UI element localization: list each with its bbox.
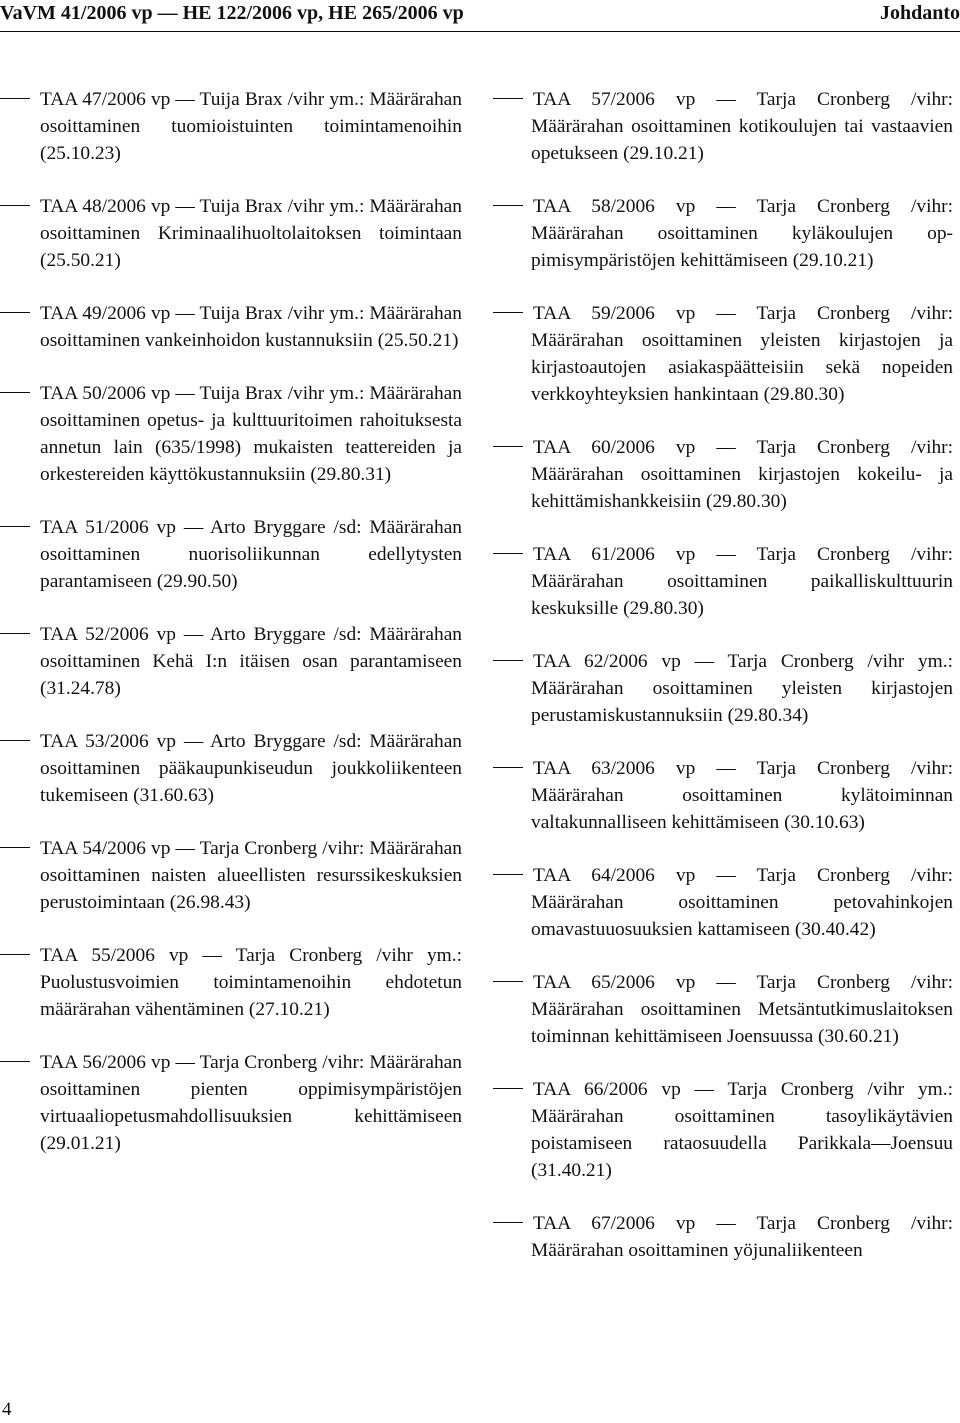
entry-text: TAA 59/2006 vp — Tarja Cronberg /vihr: Määrärahan osoittaminen yleisten kirjastojen ja kirjastoautojen asiakaspäätteisiin sekä nopeiden verkkoyhteyksien hankintaan (29.80.30)	[531, 303, 953, 405]
right-column	[493, 86, 953, 1290]
section-title: Johdanto	[879, 2, 960, 24]
list-item	[0, 942, 462, 1023]
entry-text: TAA 63/2006 vp — Tarja Cronberg /vihr: Määrärahan osoittaminen kylätoiminnan valtakunnalliseen kehittämiseen (30.10.63)	[531, 758, 953, 833]
list-item	[0, 1049, 462, 1157]
em-dash-marker	[0, 392, 30, 393]
entry-text: TAA 65/2006 vp — Tarja Cronberg /vihr: Määrärahan osoittaminen Metsäntutkimuslaitoksen toiminnan kehittämiseen Joensuussa (30.60.21)	[531, 972, 953, 1047]
list-item	[493, 1076, 953, 1184]
em-dash-marker	[493, 1222, 523, 1223]
document-title: VaVM 41/2006 vp — HE 122/2006 vp, HE 265/2006 vp	[0, 2, 464, 24]
list-item	[0, 728, 462, 809]
list-item	[493, 434, 953, 515]
em-dash-marker	[493, 981, 523, 982]
list-item	[0, 835, 462, 916]
list-item	[0, 621, 462, 702]
em-dash-marker	[0, 954, 30, 955]
entry-text: TAA 50/2006 vp — Tuija Brax /vihr ym.: Määrärahan osoittaminen opetus- ja kulttuuritoimen rahoituksesta annetun lain (635/1998) mukaisten teattereiden ja orkestereiden käyttökustannuksiin (29.80.31)	[40, 383, 462, 485]
list-item	[493, 755, 953, 836]
em-dash-marker	[0, 740, 30, 741]
em-dash-marker	[493, 767, 523, 768]
entry-text: TAA 52/2006 vp — Arto Bryggare /sd: Määrärahan osoittaminen Kehä I:n itäisen osan parantamiseen (31.24.78)	[40, 624, 462, 699]
list-item	[0, 193, 462, 274]
em-dash-marker	[0, 312, 30, 313]
em-dash-marker	[0, 847, 30, 848]
em-dash-marker	[493, 874, 523, 875]
em-dash-marker	[0, 205, 30, 206]
entry-text: TAA 62/2006 vp — Tarja Cronberg /vihr ym.: Määrärahan osoittaminen yleisten kirjastojen perustamiskustannuksiin (29.80.34)	[531, 651, 953, 726]
em-dash-marker	[493, 312, 523, 313]
list-item	[493, 969, 953, 1050]
entry-text: TAA 64/2006 vp — Tarja Cronberg /vihr: Määrärahan osoittaminen petovahinkojen omavastuuosuuksien kattamiseen (30.40.42)	[531, 865, 953, 940]
entry-text: TAA 61/2006 vp — Tarja Cronberg /vihr: Määrärahan osoittaminen paikalliskulttuurin keskuksille (29.80.30)	[531, 544, 953, 619]
entry-text: TAA 56/2006 vp — Tarja Cronberg /vihr: Määrärahan osoittaminen pienten oppimisympäristöjen virtuaaliopetusmahdollisuuksien kehittämiseen (29.01.21)	[40, 1052, 462, 1154]
entry-text: TAA 67/2006 vp — Tarja Cronberg /vihr: Määrärahan osoittaminen yöjunaliikenteen	[531, 1213, 953, 1261]
list-item	[493, 541, 953, 622]
entry-text: TAA 53/2006 vp — Arto Bryggare /sd: Määrärahan osoittaminen pääkaupunkiseudun joukkoliikenteen tukemiseen (31.60.63)	[40, 731, 462, 806]
list-item	[493, 648, 953, 729]
entry-text: TAA 55/2006 vp — Tarja Cronberg /vihr ym.: Puolustusvoimien toimintamenoihin ehdotetun määrärahan vähentäminen (27.10.21)	[40, 945, 462, 1020]
em-dash-marker	[493, 1088, 523, 1089]
page-number: 4	[2, 1399, 12, 1420]
entry-text: TAA 51/2006 vp — Arto Bryggare /sd: Määrärahan osoittaminen nuorisoliikunnan edellytysten parantamiseen (29.90.50)	[40, 517, 462, 592]
list-item	[0, 380, 462, 488]
em-dash-marker	[0, 98, 30, 99]
list-item	[493, 1210, 953, 1264]
em-dash-marker	[493, 553, 523, 554]
list-item	[0, 514, 462, 595]
list-item	[493, 86, 953, 167]
em-dash-marker	[493, 446, 523, 447]
list-item	[493, 193, 953, 274]
em-dash-marker	[493, 98, 523, 99]
entry-text: TAA 54/2006 vp — Tarja Cronberg /vihr: Määrärahan osoittaminen naisten alueellisten resurssikeskuksien perustoimintaan (26.98.43)	[40, 838, 462, 913]
list-item	[493, 300, 953, 408]
entry-text: TAA 49/2006 vp — Tuija Brax /vihr ym.: Määrärahan osoittaminen vankeinhoidon kustannuksiin (25.50.21)	[40, 303, 462, 351]
entry-text: TAA 58/2006 vp — Tarja Cronberg /vihr: Määrärahan osoittaminen kyläkoulujen oppimisympäristöjen kehittämiseen (29.10.21)	[531, 196, 953, 271]
entry-text: TAA 47/2006 vp — Tuija Brax /vihr ym.: Määrärahan osoittaminen tuomioistuinten toimintamenoihin (25.10.23)	[40, 89, 462, 164]
em-dash-marker	[493, 205, 523, 206]
left-column	[0, 86, 462, 1183]
em-dash-marker	[0, 1061, 30, 1062]
list-item	[0, 86, 462, 167]
em-dash-marker	[493, 660, 523, 661]
entry-text: TAA 60/2006 vp — Tarja Cronberg /vihr: Määrärahan osoittaminen kirjastojen kokeilu- ja kehittämishankkeisiin (29.80.30)	[531, 437, 953, 512]
em-dash-marker	[0, 633, 30, 634]
entry-text: TAA 66/2006 vp — Tarja Cronberg /vihr ym.: Määrärahan osoittaminen tasoylikäytävien poistamiseen rataosuudella Parikkala—Joensuu (31.40.21)	[531, 1079, 953, 1181]
list-item	[493, 862, 953, 943]
list-item	[0, 300, 462, 354]
entry-text: TAA 57/2006 vp — Tarja Cronberg /vihr: Määrärahan osoittaminen kotikoulujen tai vastaavien opetukseen (29.10.21)	[531, 89, 953, 164]
entry-text: TAA 48/2006 vp — Tuija Brax /vihr ym.: Määrärahan osoittaminen Kriminaalihuoltolaitoksen toimintaan (25.50.21)	[40, 196, 462, 271]
em-dash-marker	[0, 526, 30, 527]
header-divider	[0, 31, 960, 32]
page-header	[0, 0, 960, 28]
